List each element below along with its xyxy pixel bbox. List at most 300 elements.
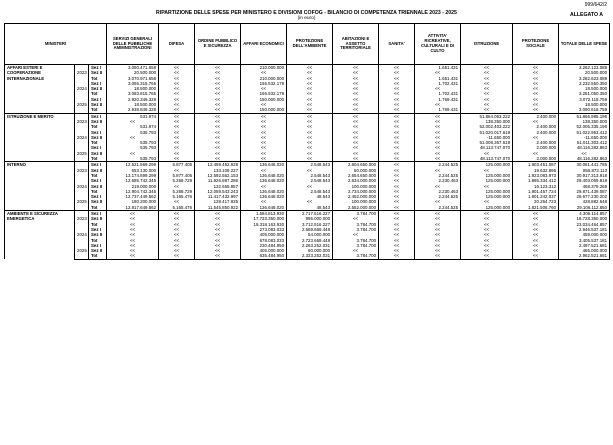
value-cell: 12.592.562.153	[195, 173, 241, 178]
value-cell: 3.090.618.759	[559, 107, 610, 113]
value-cell: <<	[195, 248, 241, 253]
value-cell: <<	[241, 184, 287, 189]
value-cell: 30.061.441.785	[559, 162, 610, 168]
value-cell: 2.717.516.227	[287, 211, 333, 217]
section-kind-cell: Sez II	[89, 119, 107, 124]
value-cell: <<	[415, 211, 461, 217]
value-cell: <<	[461, 248, 513, 253]
value-cell: 535.793	[107, 156, 159, 162]
value-cell: <<	[379, 216, 415, 221]
value-cell: <<	[379, 162, 415, 168]
value-cell: 3.083.815.765	[107, 91, 159, 96]
section-kind-cell: Sez II	[89, 216, 107, 221]
value-cell: 180.200.000	[107, 199, 159, 204]
value-cell: <<	[461, 151, 513, 156]
value-cell: <<	[195, 145, 241, 150]
year-cell: 2023	[75, 216, 89, 221]
value-cell: <<	[333, 107, 379, 113]
value-cell: <<	[159, 156, 195, 162]
value-cell: <<	[287, 124, 333, 129]
value-cell: <<	[107, 119, 159, 124]
value-cell: 12.904.742.345	[107, 189, 159, 194]
value-cell: 54.000.000	[287, 232, 333, 237]
value-cell: 2.548.543	[287, 178, 333, 183]
value-cell: 2.920.349.328	[107, 97, 159, 102]
value-cell: <<	[159, 238, 195, 243]
value-cell: 29.403.059.818	[559, 178, 610, 183]
value-cell: <<	[379, 238, 415, 243]
value-cell: 3.405.537.181	[559, 238, 610, 243]
value-cell: 459.000.000	[559, 232, 610, 237]
value-cell: <<	[379, 243, 415, 248]
value-cell: <<	[513, 253, 559, 259]
value-cell: 125.000.000	[461, 205, 513, 211]
value-cell: <<	[379, 113, 415, 119]
section-kind-cell: Tot	[89, 140, 107, 145]
value-cell: 2.548.543	[287, 189, 333, 194]
value-cell: 132.655.957	[195, 184, 241, 189]
value-cell: <<	[241, 113, 287, 119]
value-cell: <<	[241, 70, 287, 75]
value-cell: 3.232.550.350	[559, 81, 610, 86]
value-cell: 3.784.700	[333, 222, 379, 227]
value-cell: <<	[107, 222, 159, 227]
value-cell: <<	[461, 76, 513, 81]
value-cell: 1.651.431	[415, 76, 461, 81]
value-cell: <<	[333, 86, 379, 91]
value-cell: <<	[287, 97, 333, 102]
value-cell: <<	[333, 81, 379, 86]
value-cell: 1.769.431	[415, 97, 461, 102]
value-cell: 3.070.971.658	[107, 76, 159, 81]
value-cell: 1.769.431	[415, 107, 461, 113]
value-cell: 3.050.471.658	[107, 65, 159, 71]
section-kind-cell: Sez I	[89, 243, 107, 248]
value-cell: <<	[195, 135, 241, 140]
value-cell: <<	[333, 216, 379, 221]
value-cell: <<	[379, 140, 415, 145]
section-kind-cell: Sez I	[89, 178, 107, 183]
value-cell: <<	[379, 86, 415, 91]
value-cell: <<	[287, 156, 333, 162]
value-cell: <<	[513, 86, 559, 91]
value-cell: 273.083.033	[241, 227, 287, 232]
value-cell: 465.000.000	[559, 248, 610, 253]
spending-table	[4, 23, 610, 260]
value-cell: 138.350.000	[559, 119, 610, 124]
value-cell: <<	[461, 232, 513, 237]
value-cell: 150.000.000	[241, 107, 287, 113]
year-cell: 2024	[75, 135, 89, 140]
value-cell: <<	[461, 65, 513, 71]
value-cell: <<	[287, 145, 333, 150]
value-cell: <<	[107, 135, 159, 140]
value-cell: <<	[461, 216, 513, 221]
value-cell: 165.532.179	[241, 91, 287, 96]
value-cell: 28.677.230.202	[559, 194, 610, 199]
value-cell: <<	[287, 70, 333, 75]
value-cell: 5.268.729	[159, 189, 195, 194]
section-kind-cell: Sez I	[89, 97, 107, 102]
value-cell: 18.500.000	[559, 86, 610, 91]
value-cell: 535.793	[107, 145, 159, 150]
section-kind-cell: Sez II	[89, 86, 107, 91]
page-title: RIPARTIZIONE DELLE SPESE PER MINISTERO E DIVISIONI COFOG - BILANCIO DI COMPETENZA TRIENNALE 2023 - 2025	[156, 10, 457, 16]
value-cell: <<	[195, 211, 241, 217]
value-cell: <<	[107, 151, 159, 156]
value-cell: 2.723.669.448	[287, 238, 333, 243]
value-cell: <<	[195, 65, 241, 71]
value-cell: 5.268.729	[159, 178, 195, 183]
value-cell: <<	[195, 97, 241, 102]
value-cell: <<	[513, 119, 559, 124]
value-cell: 635.484.950	[241, 253, 287, 259]
value-cell: 995.000.000	[287, 216, 333, 221]
section-kind-cell: Tot	[89, 238, 107, 243]
value-cell: <<	[415, 119, 461, 124]
value-cell: <<	[461, 222, 513, 227]
value-cell: <<	[159, 184, 195, 189]
value-cell: <<	[159, 76, 195, 81]
value-cell: 2.244.525	[415, 162, 461, 168]
value-cell: <<	[415, 168, 461, 173]
column-header: MINISTERI	[5, 24, 107, 65]
section-kind-cell: Sez II	[89, 199, 107, 204]
value-cell: 52.002.403.222	[461, 124, 513, 129]
value-cell: <<	[461, 184, 513, 189]
section-kind-cell: Sez I	[89, 81, 107, 86]
column-header: TOTALE DELLE SPESE	[559, 24, 610, 65]
section-kind-cell: Sez II	[89, 70, 107, 75]
value-cell: <<	[461, 97, 513, 102]
value-cell: <<	[461, 81, 513, 86]
section-kind-cell: Sez II	[89, 168, 107, 173]
section-kind-cell: Tot	[89, 253, 107, 259]
value-cell: <<	[513, 65, 559, 71]
value-cell: 653.130.000	[107, 168, 159, 173]
value-cell: <<	[379, 124, 415, 129]
value-cell: 2.244.525	[415, 173, 461, 178]
value-cell: 405.000.000	[241, 232, 287, 237]
section-kind-cell: Tot	[89, 76, 107, 81]
value-cell: <<	[513, 91, 559, 96]
section-kind-cell: Tot	[89, 222, 107, 227]
value-cell: <<	[379, 135, 415, 140]
value-cell: <<	[159, 253, 195, 259]
value-cell: 18.500.000	[107, 102, 159, 107]
value-cell: <<	[415, 135, 461, 140]
year-cell: 2025	[75, 248, 89, 253]
value-cell: <<	[415, 184, 461, 189]
value-cell: 2.634.000.000	[333, 178, 379, 183]
value-cell: 2.244.525	[415, 205, 461, 211]
value-cell: 50.000.000	[333, 168, 379, 173]
value-cell: 30.917.313.918	[559, 173, 610, 178]
table-body	[5, 65, 610, 260]
value-cell: <<	[513, 97, 559, 102]
value-cell: <<	[159, 107, 195, 113]
value-cell: 19.632.895	[513, 168, 559, 173]
value-cell: <<	[241, 156, 287, 162]
value-cell: <<	[107, 232, 159, 237]
value-cell: 3.784.700	[333, 253, 379, 259]
value-cell: <<	[379, 178, 415, 183]
value-cell: <<	[415, 113, 461, 119]
section-kind-cell: Sez I	[89, 227, 107, 232]
value-cell: <<	[333, 140, 379, 145]
value-cell: 219.000.000	[107, 184, 159, 189]
value-cell: <<	[287, 113, 333, 119]
value-cell: 2.497.521.681	[559, 243, 610, 248]
value-cell: 1.584.813.930	[241, 211, 287, 217]
column-header: PROTEZIONE SOCIALE	[513, 24, 559, 65]
value-cell: <<	[333, 102, 379, 107]
value-cell: 1.901.457.724	[513, 189, 559, 194]
value-cell: 531.974	[107, 113, 159, 119]
value-cell: <<	[415, 253, 461, 259]
value-cell: <<	[287, 76, 333, 81]
value-cell: <<	[159, 140, 195, 145]
value-cell: <<	[415, 222, 461, 227]
value-cell: <<	[415, 86, 461, 91]
value-cell: <<	[513, 70, 559, 75]
value-cell: <<	[195, 113, 241, 119]
value-cell: 20.500.000	[107, 70, 159, 75]
value-cell: 51.864.053.222	[461, 113, 513, 119]
value-cell: <<	[159, 232, 195, 237]
value-cell: 2.244.525	[415, 194, 461, 199]
column-header: PROTEZIONE DELL'AMBIENTE	[287, 24, 333, 65]
value-cell: <<	[287, 184, 333, 189]
value-cell: <<	[379, 248, 415, 253]
value-cell: <<	[195, 70, 241, 75]
value-cell: 2.548.543	[287, 173, 333, 178]
value-cell: 2.400.000	[513, 130, 559, 135]
value-cell: <<	[379, 222, 415, 227]
value-cell: 2.669.669.448	[287, 227, 333, 232]
value-cell: 136.648.020	[241, 162, 287, 168]
value-cell: <<	[513, 102, 559, 107]
column-header: ISTRUZIONE	[461, 24, 513, 65]
year-cell	[75, 253, 89, 259]
value-cell: <<	[241, 168, 287, 173]
value-cell: <<	[379, 253, 415, 259]
value-cell: <<	[379, 156, 415, 162]
year-cell: 2025	[75, 151, 89, 156]
value-cell: <<	[461, 102, 513, 107]
value-cell: <<	[287, 151, 333, 156]
value-cell: 12.917.649.562	[107, 205, 159, 211]
value-cell: 12.685.742.345	[107, 178, 159, 183]
value-cell: <<	[241, 102, 287, 107]
value-cell: <<	[159, 145, 195, 150]
value-cell: <<	[241, 135, 287, 140]
section-kind-cell: Sez I	[89, 113, 107, 119]
value-cell: <<	[379, 102, 415, 107]
value-cell: 210.000.000	[241, 76, 287, 81]
value-cell: 531.974	[107, 124, 159, 129]
value-cell: <<	[415, 232, 461, 237]
value-cell: <<	[287, 91, 333, 96]
value-cell: <<	[513, 243, 559, 248]
value-cell: 2.230.463	[415, 178, 461, 183]
value-cell: 125.000.000	[461, 194, 513, 199]
value-cell: <<	[379, 119, 415, 124]
section-kind-cell: Sez I	[89, 65, 107, 71]
value-cell: <<	[241, 151, 287, 156]
value-cell: 4.306.114.857	[559, 211, 610, 217]
value-cell: 51.008.367.619	[461, 140, 513, 145]
value-cell: 2.734.000.000	[333, 189, 379, 194]
section-kind-cell: Sez I	[89, 194, 107, 199]
value-cell: <<	[461, 243, 513, 248]
value-cell: 100.000.000	[333, 199, 379, 204]
value-cell: 2.263.252.031	[287, 243, 333, 248]
value-cell: <<	[159, 102, 195, 107]
year-cell: 2023	[75, 70, 89, 75]
value-cell: <<	[159, 81, 195, 86]
value-cell: <<	[195, 91, 241, 96]
value-cell: <<	[379, 91, 415, 96]
value-cell: 128.417.925	[195, 199, 241, 204]
value-cell: 2.230.463	[415, 189, 461, 194]
value-cell: 136.648.020	[241, 205, 287, 211]
value-cell: <<	[159, 124, 195, 129]
section-kind-cell: Tot	[89, 156, 107, 162]
ministry-name: ISTRUZIONE E MERITO	[5, 113, 75, 162]
section-kind-cell: Sez II	[89, 102, 107, 107]
value-cell: 51.022.953.412	[559, 130, 610, 135]
value-cell: 48.113.747.070	[461, 156, 513, 162]
value-cell: 29.871.439.087	[559, 189, 610, 194]
value-cell: <<	[287, 65, 333, 71]
value-cell: 11.926.887.286	[195, 178, 241, 183]
value-cell: 5.165.476	[159, 194, 195, 199]
value-cell: 2.400.000	[513, 140, 559, 145]
value-cell: <<	[415, 243, 461, 248]
section-kind-cell: Sez I	[89, 162, 107, 168]
value-cell: 3.784.700	[333, 238, 379, 243]
value-cell: <<	[195, 227, 241, 232]
value-cell: 405.000.000	[241, 248, 287, 253]
value-cell: <<	[159, 243, 195, 248]
value-cell: <<	[415, 238, 461, 243]
value-cell: <<	[195, 216, 241, 221]
value-cell: 3.784.700	[333, 211, 379, 217]
value-cell: 1.885.334.412	[513, 178, 559, 183]
value-cell: <<	[159, 65, 195, 71]
value-cell: -11.650.000	[461, 135, 513, 140]
value-cell: 2.962.521.681	[559, 253, 610, 259]
value-cell: <<	[333, 232, 379, 237]
value-cell: <<	[461, 168, 513, 173]
value-cell: 3.784.700	[333, 227, 379, 232]
value-cell: <<	[287, 81, 333, 86]
value-cell: <<	[159, 119, 195, 124]
value-cell: <<	[107, 238, 159, 243]
ministry-name: AMBIENTE E SICUREZZA ENERGETICA	[5, 211, 75, 260]
value-cell: <<	[159, 199, 195, 204]
value-cell: <<	[379, 205, 415, 211]
value-cell: <<	[379, 184, 415, 189]
value-cell: 2.946.537.181	[559, 227, 610, 232]
value-cell: <<	[333, 76, 379, 81]
value-cell: 5.165.476	[159, 205, 195, 211]
value-cell: <<	[241, 124, 287, 129]
value-cell: <<	[333, 119, 379, 124]
value-cell: 3.251.050.350	[559, 91, 610, 96]
value-cell: <<	[415, 199, 461, 204]
value-cell: <<	[461, 253, 513, 259]
value-cell: <<	[379, 81, 415, 86]
value-cell: <<	[513, 76, 559, 81]
value-cell: <<	[513, 238, 559, 243]
value-cell: 2.548.543	[287, 162, 333, 168]
value-cell: 136.648.020	[241, 173, 287, 178]
value-cell: <<	[333, 65, 379, 71]
value-cell: <<	[333, 135, 379, 140]
value-cell: <<	[415, 70, 461, 75]
value-cell: 16.123.312	[513, 184, 559, 189]
value-cell: <<	[461, 86, 513, 91]
value-cell: <<	[513, 216, 559, 221]
value-cell: <<	[159, 227, 195, 232]
value-cell: 18.728.350.000	[559, 216, 610, 221]
value-cell: 1.923.083.973	[513, 173, 559, 178]
value-cell: 12.459.452.928	[195, 162, 241, 168]
value-cell: 2.400.000	[513, 124, 559, 129]
value-cell: 136.648.020	[241, 194, 287, 199]
value-cell: <<	[379, 199, 415, 204]
value-cell: 5.877.405	[159, 162, 195, 168]
value-cell: <<	[379, 168, 415, 173]
value-cell: 138.350.000	[461, 119, 513, 124]
value-cell: <<	[513, 227, 559, 232]
value-cell: 535.793	[107, 140, 159, 145]
value-cell: 13.174.699.299	[107, 173, 159, 178]
column-header: SANITA'	[379, 24, 415, 65]
ministry-name: AFFARI ESTERI E COOPERAZIONE INTERNAZIONALE	[5, 65, 75, 114]
value-cell: <<	[379, 145, 415, 150]
value-cell: <<	[195, 124, 241, 129]
value-cell: <<	[461, 70, 513, 75]
attachment-label: ALLEGATO A	[569, 12, 603, 18]
value-cell: <<	[415, 248, 461, 253]
value-cell: <<	[195, 232, 241, 237]
value-cell: <<	[159, 151, 195, 156]
value-cell: <<	[415, 227, 461, 232]
value-cell: 1.702.431	[415, 81, 461, 86]
value-cell: 48.113.747.070	[461, 145, 513, 150]
value-cell: 52.005.335.196	[559, 124, 610, 129]
value-cell: 11.545.850.922	[195, 205, 241, 211]
value-cell: <<	[195, 76, 241, 81]
section-kind-cell: Tot	[89, 173, 107, 178]
value-cell: <<	[379, 70, 415, 75]
value-cell: <<	[379, 76, 415, 81]
value-cell: <<	[379, 130, 415, 135]
value-cell: <<	[461, 238, 513, 243]
section-kind-cell: Sez I	[89, 130, 107, 135]
value-cell: <<	[513, 135, 559, 140]
value-cell: <<	[241, 130, 287, 135]
value-cell: 19.318.163.930	[241, 222, 287, 227]
value-cell: 855.872.113	[559, 168, 610, 173]
value-cell: <<	[513, 232, 559, 237]
value-cell: 12.059.543.243	[195, 189, 241, 194]
ministry-name: INTERNO	[5, 162, 75, 211]
value-cell: <<	[107, 216, 159, 221]
